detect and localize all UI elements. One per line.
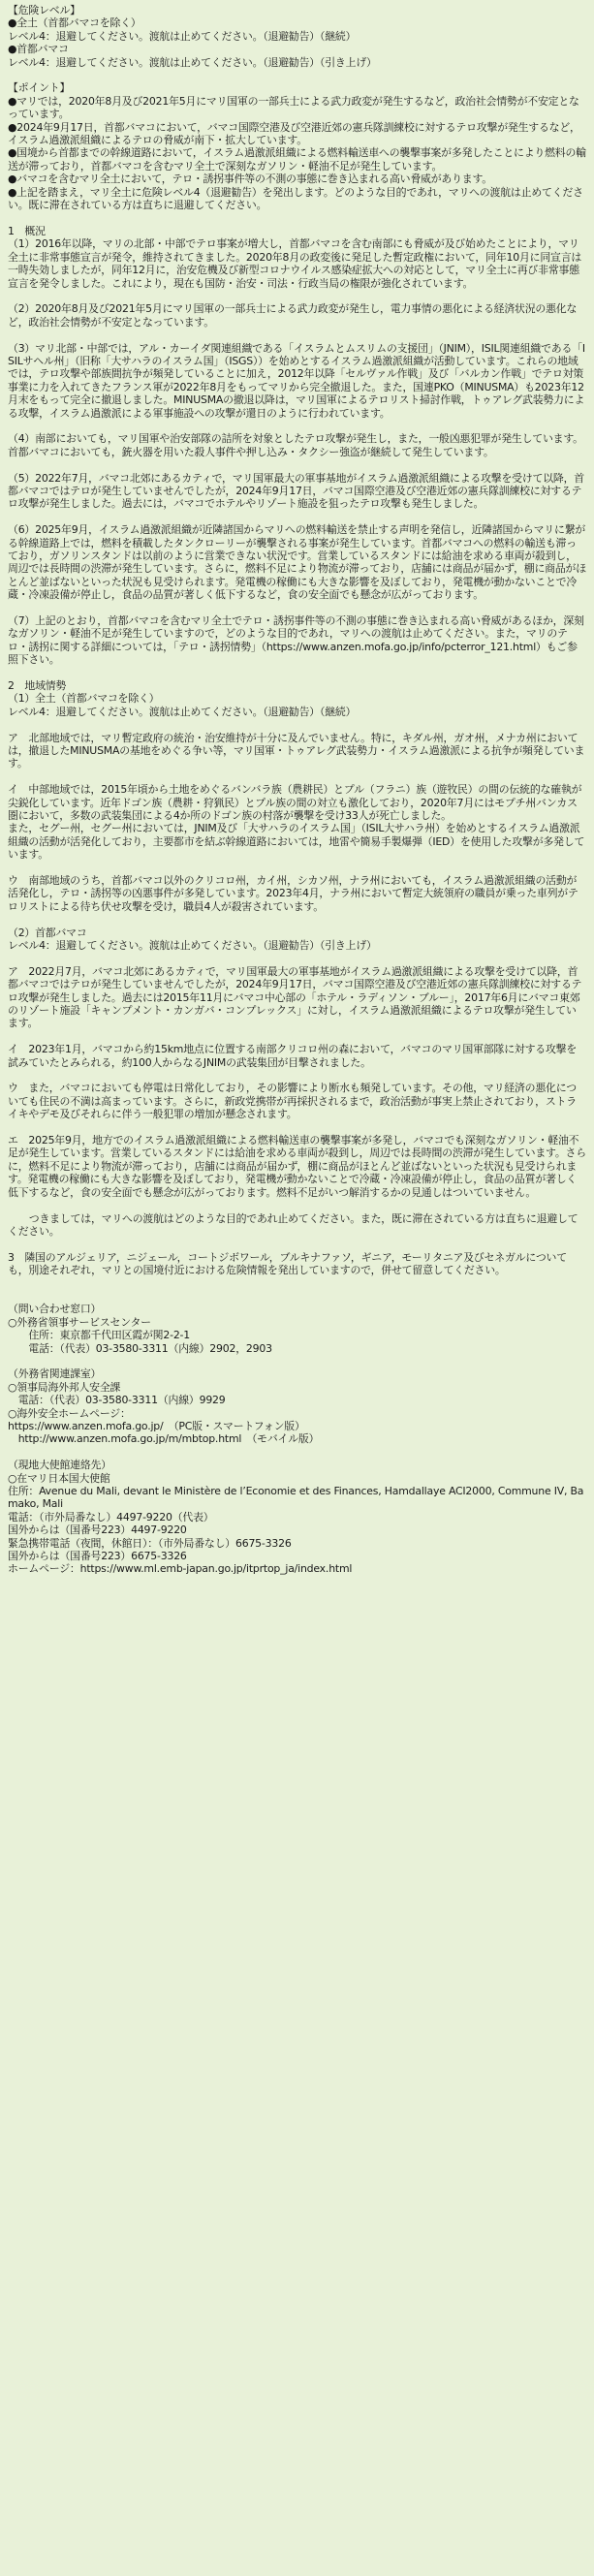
overview-paragraph: （3）マリ北部・中部では，アル・カーイダ関連組織である「イスラムとムスリムの支援団」（JNIM），ISIL関連組織である「ISILサヘル州」（旧称「大サハラのイスラム国」（ISGS））を始めとするイスラム過激派組織が活動しています。これらの地域では，テロ攻撃や部族間抗争が頻発していることに加え，2012年以降「セルヴァル作戦」及び「バルカン作戦」でテロ対策事業に力を入れてきたフランス軍が2022年8月をもってマリから完全撤退した。また，国連PKO（MINUSMA）も2023年12月末をもって完全に撤退しました。MINUSMAの撤退以降は，マリ国軍によるテロリスト掃討作戦，トゥアレグ武装勢力による攻撃，イスラム過激派による軍事施設への攻撃が還日のように行われています。	[8, 341, 585, 420]
point-item: ●マリでは，2020年8月及び2021年5月にマリ国軍の一部兵士による武力政変が発生するなど，政治社会情勢が不安定となっています。	[8, 94, 579, 121]
region-closing: つきましては，マリへの渡航はどのような目的であれ止めてください。また，既に滞在されている方は直ちに退避してください。	[8, 1211, 578, 1238]
related-office-line: 電話：（代表）03-3580-3311（内線）9929	[8, 1394, 226, 1407]
region-paragraph: ア 2022月7月，バマコ北郊にあるカティで，マリ国軍最大の軍事基地がイスラム過激派組織による攻撃を受けて以降，首都バマコではテロが発生していませんでしたが，2024年9月17日，バマコ国際空港及び空港近郊の憲兵隊訓練校に対するテロ攻撃が発生しました。過去には2015年11月にバマコ中心部の「ホテル・ラディソン・ブルー」，2017年6月にバマコ東郊のリゾート施設「キャンプメント・カンガバ・コンプレックス」に対し，イスラム過激派組織によるテロ攻撃が発生しています。	[8, 964, 582, 1030]
point-item: ●バマコを含むマリ全土において，テロ・誘拐事件等の不測の事態に巻き込まれる高い脅威があります。	[8, 173, 492, 186]
level-bamako-text: レベル4：退避してください。渡航は止めてください。（退避勧告）（引き上げ）	[8, 55, 377, 69]
neighbors-paragraph: 3 隣国のアルジェリア，ニジェール，コートジボワール，ブルキナファソ，ギニア，モーリタニア及びセネガルについても，別途それぞれ，マリとの国境付近における危険情報を発出していますので，併せて留意してください。	[8, 1250, 567, 1277]
region-paragraph: ア 北部地域では，マリ暫定政府の統治・治安維持が十分に及んでいません。特に，キダル州，ガオ州，メナカ州においては，撤退したMINUSMAの基地をめぐる争い等，マリ国軍・トゥアレグ武装勢力・イスラム過激派による抗争が頻発しています。	[8, 731, 585, 770]
region-paragraph: イ 中部地域では，2015年頃から土地をめぐるバンバラ族（農耕民）とプル（フラニ）族（遊牧民）の間の伝統的な確執が尖鋭化しています。近年ドゴン族（農耕・狩猟民）とプル族の間の対立も激化しており，2020年7月にはモプチ州バンカス圏において，多数の武装集団による4か所のドゴン族の村落が襲撃を受け33人が死亡しました。	[8, 783, 582, 823]
region-paragraph: エ 2025年9月，地方でのイスラム過激派組織による燃料輸送車の襲撃事案が多発し，バマコでも深刻なガソリン・軽油不足が発生しています。営業しているスタンドには給油を求める車両が殺到し，周辺では長時間の渋滞が発生しています。さらに，燃料不足により物流が滞っており，店舗には商品が届かず，棚に商品がほとんど並ばないといった状況も見受けられます。発電機の稼働にも大きな影響を及ぼしており，発電機が動かないことで冷蔵・冷凍設備が停止し，食品の品質が著しく低下するなど，食の安全面でも懸念が広がっております。燃料不足がいつ解消するかの見通しはついていません。	[8, 1134, 586, 1199]
related-office-line: ○領事局海外邦人安全課	[8, 1380, 121, 1394]
region-bamako-level: レベル4：退避してください。渡航は止めてください。（退避勧告）（引き上げ）	[8, 939, 377, 953]
overview-paragraph: （2）2020年8月及び2021年5月にマリ国軍の一部兵士による武力政変が発生し，電力事情の悪化による経済状況の悪化など，政治社会情勢が不安定となっています。	[8, 302, 578, 329]
danger-level-heading: 【危険レベル】	[8, 4, 80, 16]
danger-level-section	[8, 4, 586, 69]
overview-section	[8, 225, 586, 667]
overview-paragraph: （4）南部においても，マリ国軍や治安部隊の詰所を対象としたテロ攻撃が発生し，また，一般凶悪犯罪が発生しています。首都バマコにおいても，銃火器を用いた殺人事件や押し込み・タクシー強盗が継続して発生しています。	[8, 432, 583, 458]
embassy-line: 電話：（市外局番なし）4497-9220（代表）	[8, 1510, 214, 1524]
region-nationwide-heading: （1）全土（首都バマコを除く）	[8, 692, 160, 706]
region-paragraph: ウ また，バマコにおいても停電は日常化しており，その影響により断水も頻発しています。その他，マリ経済の悪化についても住民の不満は高まっています。さらに，新政党携帯が再採択されるまで，政治活動が事実上禁止されており，ストライキやデモ及びそれらに伴う一般犯罪の増加が懸念されます。	[8, 1082, 577, 1121]
region-paragraph: ウ 南部地域のうち，首都バマコ以外のクリコロ州，カイ州，シカソ州，ナラ州においても，イスラム過激派組織の活動が活発化し，テロ・誘拐等の凶悪事件が多発しています。2023年4月，ナラ州において暫定大統領府の職員が乗った車列がテロリストによる待ち伏せ攻撃を受け，職員4人が殺害されています。	[8, 874, 578, 913]
overview-paragraph: （6）2025年9月，イスラム過激派組織が近隣諸国からマリへの燃料輸送を禁止する声明を発信し，近隣諸国からマリに繋がる幹線道路上では，燃料を積載したタンクローリーが襲撃される事案が発生しています。首都バマコへの燃料の輸送も滞っており，ガソリンスタンドは以前のように営業できない状況です。営業しているスタンドには給油を求める車両が殺到し，周辺では長時間の渋滞が発生しています。さらに，燃料不足により物流が滞っており，店舗には商品が届かず，棚に商品がほとんど並ばないといった状況も見受けられます。発電機の稼働にも大きな影響を及ぼしており，発電機が動かないことで冷蔵・冷凍設備が停止し，食品の品質が著しく低下するなど，食の安全面でも懸念が広がっております。	[8, 523, 586, 602]
point-item: ●2024年9月17日，首都バマコにおいて，バマコ国際空港及び空港近郊の憲兵隊訓練校に対するテロ攻撃が発生するなど，イスラム過激派組織によるテロの脅威が南下・拡大しています。	[8, 120, 580, 147]
level-all-text: レベル4：退避してください。渡航は止めてください。（退避勧告）（継続）	[8, 29, 357, 43]
inquiry-line: ○外務省領事サービスセンター	[8, 1315, 151, 1329]
related-office-line: ○海外安全ホームページ：	[8, 1406, 131, 1420]
related-offices-heading: （外務省関連課室）	[8, 1367, 102, 1381]
points-heading: 【ポイント】	[8, 81, 71, 95]
level-all-label: ●全土（首都バマコを除く）	[8, 16, 141, 30]
anzen-mobile-link[interactable]: http://www.anzen.mofa.go.jp/m/mbtop.html （モバイル版）	[8, 1432, 320, 1446]
embassy-address: 住所：Avenue du Mali, devant le Ministère de l’Economie et des Finances, Hamdallaye ACI2000, Commune IV, Bamako, Mali	[8, 1484, 584, 1511]
regional-heading: 2 地域情勢	[8, 678, 67, 692]
neighbors-section	[8, 1251, 586, 1277]
inquiry-line: 住所：東京都千代田区霞が関2-2-1	[8, 1329, 191, 1342]
points-section	[8, 81, 586, 211]
overview-paragraph: （1）2016年以降，マリの北部・中部でテロ事案が増大し，首都バマコを含む南部にも脅威が及び始めたことにより，マリ全土に非常事態宣言が発令，維持されてきました。2020年8月の政変後に発足した暫定政権において，同年10月に同宣言は一時失効しましたが，同年12月に，治安危機及び新型コロナウイルス感染症拡大への対応として，マリ全土に再び非常事態宣言を発令しました。これにより，現在も国防・治安・司法・行政当局の権限が強化されています。	[8, 237, 582, 290]
anzen-pc-link[interactable]: https://www.anzen.mofa.go.jp/ （PC版・スマートフォン版）	[8, 1419, 305, 1432]
point-item: ●国境から首都までの幹線道路において，イスラム過激派組織による燃料輸送車への襲撃事案が多発したことにより燃料の輸送が滞っており，首都バマコを含むマリ全土で深刻なガソリン・軽油不足が発生しています。	[8, 146, 586, 173]
overview-heading: 1 概況	[8, 224, 46, 237]
region-paragraph: また，セグー州，セグー州においては，JNIM及び「大サハラのイスラム国」（ISIL大サハラ州）を始めとするイスラム過激派組織の活動が活発化しており，主要都市を結ぶ幹線道路においては，地雷や簡易手製爆弾（IED）を使用した攻撃が多発しています。	[8, 822, 585, 862]
region-nationwide-level: レベル4：退避してください。渡航は止めてください。（退避勧告）（継続）	[8, 705, 357, 718]
inquiry-section	[8, 1303, 586, 1355]
related-offices-section	[8, 1367, 586, 1445]
inquiry-heading: （問い合わせ窓口）	[8, 1303, 102, 1316]
embassy-homepage-link[interactable]: ホームページ：https://www.ml.emb-japan.go.jp/itprtop_ja/index.html	[8, 1562, 353, 1576]
embassy-line: 国外からは（国番号223）4497-9220	[8, 1524, 187, 1537]
inquiry-line: 電話：（代表）03-3580-3311（内線）2902，2903	[8, 1341, 272, 1355]
regional-section	[8, 679, 586, 1238]
region-bamako-heading: （2）首都バマコ	[8, 926, 87, 939]
embassy-heading: （現地大使館連絡先）	[8, 1459, 111, 1472]
level-bamako-label: ●首都バマコ	[8, 43, 69, 56]
embassy-section	[8, 1459, 586, 1576]
region-paragraph: イ 2023年1月，バマコから約15km地点に位置する南部クリコロ州の森において，バマコのマリ国軍部隊に対する攻撃を試みていたとみられる，約100人からなるJNIMの武装集団が目撃されました。	[8, 1043, 578, 1069]
overview-paragraph-terror-link[interactable]: （7）上記のとおり，首都バマコを含むマリ全土でテロ・誘拐事件等の不測の事態に巻き込まれる高い脅威があるほか，深刻なガソリン・軽油不足が発生していますので，どのような目的であれ，マリへの渡航は止めてください。また，マリのテロ・誘拐に関する詳細については，「テロ・誘拐情勢」（https://www.anzen.mofa.go.jp/info/pcterror_121.html）もご参照下さい。	[8, 613, 584, 667]
embassy-line: 国外からは（国番号223）6675-3326	[8, 1549, 187, 1562]
embassy-line: ○在マリ日本国大使館	[8, 1471, 110, 1485]
overview-paragraph: （5）2022年7月，バマコ北郊にあるカティで，マリ国軍最大の軍事基地がイスラム過激派組織による攻撃を受けて以降，首都バマコではテロが発生していませんでしたが，2024年9月17日，バマコ国際空港及び空港近郊の憲兵隊訓練校に対するテロ攻撃が発生しました。過去には，バマコでホテルやリゾート施設を狙ったテロ攻撃も発生しました。	[8, 471, 584, 511]
embassy-line: 緊急携帯電話（夜間，休館日）：（市外局番なし）6675-3326	[8, 1536, 292, 1550]
point-item: ●上記を踏まえ，マリ全土に危険レベル4（退避勧告）を発出します。どのような目的であれ，マリへの渡航は止めてください。既に滞在されている方は直ちに退避してください。	[8, 185, 583, 212]
